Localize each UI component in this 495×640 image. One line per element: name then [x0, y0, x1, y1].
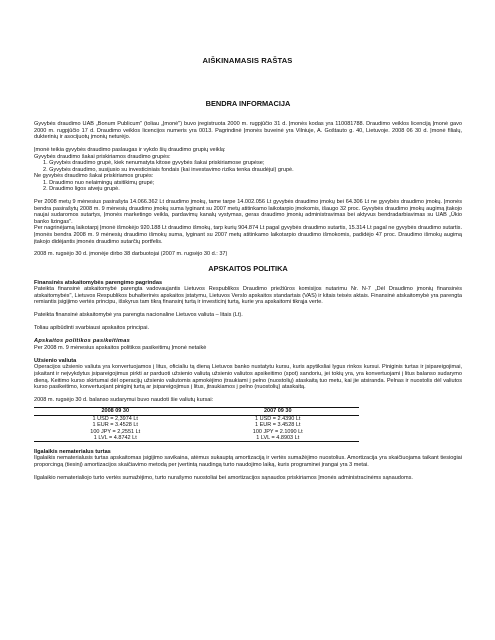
document-content: [34, 99, 462, 481]
table-cell: 1 USD = 2,3974 Lt: [92, 416, 138, 423]
results-paragraph: Per 2008 metų 9 mėnesius pasirašyta 14.066.362 Lt draudimo įmokų, tame tarpe 14.002.056 Lt gyvybės draudimo įmokų bei 64.306 Lt ne gyvybės draudimo įmokų. Įmonės bendra pasirašytų 2008 m. 9 mėnesių draudimo įmokų suma lyginant su 2007 metų atitinkamo laikotarpio įmokomis, išaugo 32 proc. Gyvybės draudimo įmokų augimą įtakojo naujai sudaromos sutartys, Įmonės marketingo veikla, pardavimų kanalų vystymas, geras draudimo įmonių administravimas bei aktyvus bendradarbiavimas su UAB „Ūkio banko lizingas".: [34, 199, 462, 225]
table-cell: 1 LVL = 4.8742 Lt: [34, 435, 197, 442]
principles-paragraph: Toliau apibūdinti svarbiausi apskaitos principai.: [34, 325, 150, 332]
subheading-intangible-assets: Ilgalaikis nematerialus turtas: [34, 448, 111, 455]
table-row: [34, 435, 359, 442]
rates-intro: 2008 m. rugsėjo 30 d. balanso sudarymui buvo naudoti šie valiutų kursai:: [34, 397, 214, 403]
life-groups-list: [34, 160, 462, 173]
list-item: 1. Gyvybės draudimo grupė, kiek nenumatyta kitose gyvybės šakai priskiriamose grupėse;: [43, 160, 265, 167]
table-header: 2007 09 30: [197, 407, 360, 416]
document-title: AIŠKINAMASIS RAŠTAS: [202, 56, 293, 65]
subheading-policy-changes: Apskaitos politikos pasikeitimas: [34, 338, 131, 345]
nonlife-groups-label: Ne gyvybės draudimo šakai priskiriamos grupės:: [34, 173, 154, 180]
subheading-fin-basis: Finansinės atskaitomybės parengimo pagrindas: [34, 279, 163, 286]
currency-paragraph: Pateikta finansinė atskaitomybė yra parengta nacionaline Lietuvos valiuta – litais (Lt).: [34, 312, 243, 319]
table-cell: 1 LVL = 4.8903 Lt: [197, 435, 360, 442]
nonlife-groups-list: [34, 180, 462, 193]
table-cell: 1 EUR = 3.4528 Lt: [255, 422, 301, 429]
table-cell: 1 EUR = 3.4528 Lt: [92, 422, 138, 429]
list-item: 2. Gyvybės draudimo, susijusio su investiciniais fondais (kai investavimo rizika tenka draudėjui) grupė.: [43, 166, 294, 173]
groups-intro: Įmonė teikia gyvybės draudimo paslaugas ir vykdo šių draudimo grupių veiklą:: [34, 147, 226, 154]
list-item: 1. Draudimo nuo nelaimingų atsitikimų grupė;: [43, 179, 155, 186]
policy-changes-paragraph: Per 2008 m. 9 mėnesius apskaitos politikos pasikeitimų Įmonė netaikė: [34, 344, 207, 351]
section-title-general-info: BENDRA INFORMACIJA: [205, 99, 291, 108]
intangible-paragraph: Ilgalaikis nematerialusis turtas apskaitomas įsigijimo savikaina, atėmus sukauptą amortizaciją ir vertės sumažėjimo nuostolius. Amortizacija yra skaičiuojama taikant tiesiogiai proporcingą (tiesinį) amortizacijos skaičiavimo metodą per įvertintą naudingą turto naudojimo laiką, kuris programinei įrangai yra 3 metai.: [34, 455, 462, 468]
subheading-foreign-currency: Užsienio valiuta: [34, 357, 77, 364]
life-groups-label: Gyvybės draudimo šakai priskiriamos draudimo grupės:: [34, 153, 171, 160]
table-cell: 100 JPY = 2,2551 Lt: [90, 428, 141, 435]
table-row: [34, 416, 359, 423]
foreign-currency-paragraph: Operacijos užsienio valiuta yra konvertuojamos į litus, oficialiu tą dieną Lietuvos banko nustatytu kursu, kuris apytiksliai lygus rinkos kursui. Piniginis turtas ir įsipareigojimai, įskaitant ir neįvykdytus įsipareigojimus pirkti ar parduoti užsienio valiutą užsienio valiutos apsikeitimo (spot) sandoriu, jei tokių yra, yra konvertuojami į litus balanso sudarymo dieną. Keitimo kurso skirtumai dėl operacijų užsienio valiutomis apmokėjimo įtraukiami į pelno (nuostolių) ataskaitą tuo metu, kai jie atsiranda. Pelnas ir nuostolis dėl valiutos kurso pasikeitimo, konvertuojant piniginį turtą ar įsipareigojimus į litus, įtraukiamos į pelno (nuostolių) ataskaitą.: [34, 364, 462, 391]
table-header: 2008 09 30: [34, 407, 197, 416]
payouts-paragraph: Per nagrinėjamą laikotarpį Įmonė išmokėjo 920.188 Lt draudimo išmokų, tarp kurių 904.874 Lt pagal gyvybės draudimo sutartis, 15.314 Lt pagal ne gyvybės draudimo sutartis. Įmonės bendra 2008 m. 9 mėnesių draudimo išmokų suma, lyginant su 2007 metų atitinkamo laikotarpio draudimo išmokomis, padidėjo 47 proc. Draudimo išmokų augimą įtakojo didėjantis įmonės draudimo sutarčių portfelis.: [34, 225, 462, 245]
table-cell: 100 JPY = 2.1090 Lt: [252, 428, 303, 435]
employees-paragraph: 2008 m. rugsėjo 30 d. įmonėje dirbo 38 darbuotojai (2007 m. rugsėjo 30 d.: 37): [34, 251, 228, 258]
list-item: 2. Draudimo ligos atveju grupė.: [43, 186, 120, 193]
fin-basis-paragraph: Pateikta finansinė atskaitomybė parengta vadovaujantis Lietuvos Respublikos Draudimo priežiūros komisijos nutarimu Nr. N-7 „Dėl Draudimo įmonių finansinės atskaitomybės", Lietuvos Respublikos buhalterinės apskaitos įstatymu, Lietuvos Verslo apskaitos standartais (VAS) ir kitais teisės aktais. Finansinė atskaitomybė yra parengta remiantis įsigijimo vertės principu, išskyrus tam tikrą finansinį turtą ir investicinį turtą, kurie yra apskaitomi tikrąja verte.: [34, 286, 462, 306]
table-cell: 1 USD = 2.4390 Lt: [255, 416, 301, 423]
company-paragraph: Gyvybės draudimo UAB „Bonum Publicum" (toliau „Įmonė") buvo įregistruota 2000 m. rugpjūčio 31 d. Įmonės kodas yra 110081788. Draudimo veiklos licenciją Įmonė gavo 2000 m. rugpjūčio 17 d. Draudimo veiklos licencijos numeris yra 0013. Pagrindinė Įmonės buveinė yra Vilniuje, A. Goštauto g. 40, Lietuvoje. 2008 06 30 d. Įmonė filialų, dukterinių ir asocijuotų įmonių neturėjo.: [34, 121, 462, 141]
section-title-accounting-policy: APSKAITOS POLITIKA: [208, 264, 288, 274]
intangible-paragraph-2: Ilgalaikio nematerialiojo turto vertės sumažėjimo, turto nurašymo nuostoliai bei amortizacijos sąnaudos priskiriamos Įmonės administracinėms sąnaudoms.: [34, 474, 413, 481]
exchange-rates-table: [34, 407, 359, 443]
